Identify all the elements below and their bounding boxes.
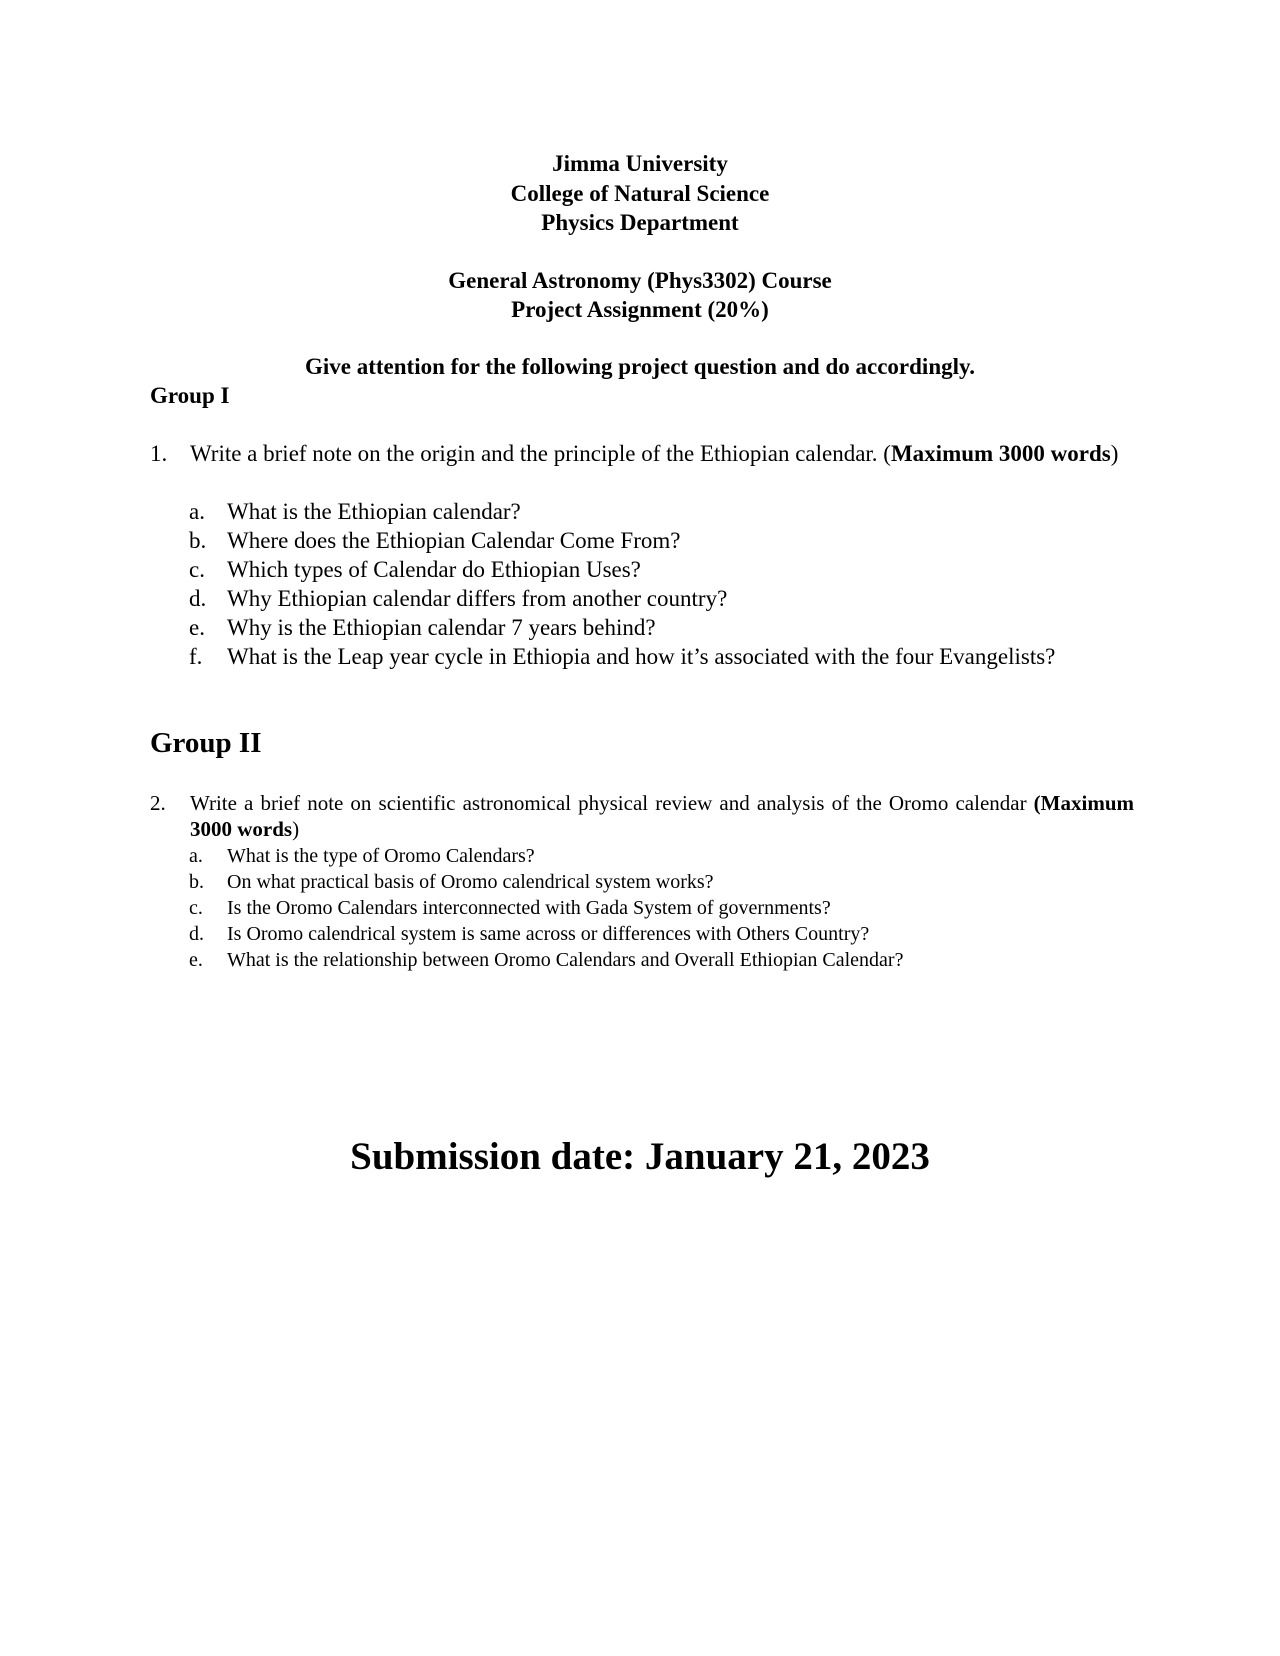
subquestion-text: What is the type of Oromo Calendars?: [227, 845, 535, 867]
subquestion-label: d.: [189, 923, 204, 945]
subquestion-label: c.: [189, 557, 205, 582]
question-number: 1.: [150, 441, 168, 466]
subquestion-text: Why Ethiopian calendar differs from another country?: [227, 586, 728, 611]
question-text: Write a brief note on the origin and the principle of the Ethiopian calendar. (Maximum 3000 words): [190, 441, 1119, 466]
question-number: 2.: [150, 791, 166, 815]
college-name: College of Natural Science: [510, 181, 770, 206]
subquestion-label: b.: [189, 871, 204, 893]
subquestion-text: Why is the Ethiopian calendar 7 years behind?: [227, 615, 656, 640]
subquestion-label: f.: [189, 644, 203, 669]
group-2-heading: Group II: [150, 727, 262, 759]
subquestion-text: What is the Leap year cycle in Ethiopia and how it’s associated with the four Evangelists?: [227, 644, 1056, 669]
subquestion-label: e.: [189, 949, 203, 971]
subquestion-label: a.: [189, 845, 203, 867]
subquestion-text: Where does the Ethiopian Calendar Come From?: [227, 528, 681, 553]
group-1-heading: Group I: [150, 383, 230, 408]
subquestion-text: Is the Oromo Calendars interconnected with Gada System of governments?: [227, 897, 831, 919]
subquestion-text: Is Oromo calendrical system is same across or differences with Others Country?: [227, 923, 870, 945]
university-name: Jimma University: [552, 151, 728, 176]
word-limit: Maximum 3000 words: [890, 441, 1111, 466]
course-title: General Astronomy (Phys3302) Course: [448, 268, 832, 293]
instruction-line: Give attention for the following project question and do accordingly.: [305, 354, 975, 379]
subquestion-text: What is the Ethiopian calendar?: [227, 499, 521, 524]
question-text: Write a brief note on scientific astronomical physical review and analysis of the Oromo calendar (Maximum 3000 words): [190, 791, 1134, 841]
subquestion-label: a.: [189, 499, 205, 524]
subquestion-text: What is the relationship between Oromo Calendars and Overall Ethiopian Calendar?: [227, 949, 904, 971]
department-name: Physics Department: [541, 210, 739, 235]
submission-date: Submission date: January 21, 2023: [350, 1135, 930, 1178]
word-limit: (Maximum 3000 words: [190, 791, 1134, 841]
assignment-title: Project Assignment (20%): [511, 297, 769, 322]
subquestion-label: d.: [189, 586, 207, 611]
subquestion-label: c.: [189, 897, 203, 919]
subquestion-text: On what practical basis of Oromo calendrical system works?: [227, 871, 714, 893]
subquestion-label: e.: [189, 615, 205, 640]
subquestion-label: b.: [189, 528, 207, 553]
subquestion-text: Which types of Calendar do Ethiopian Uses?: [227, 557, 641, 582]
